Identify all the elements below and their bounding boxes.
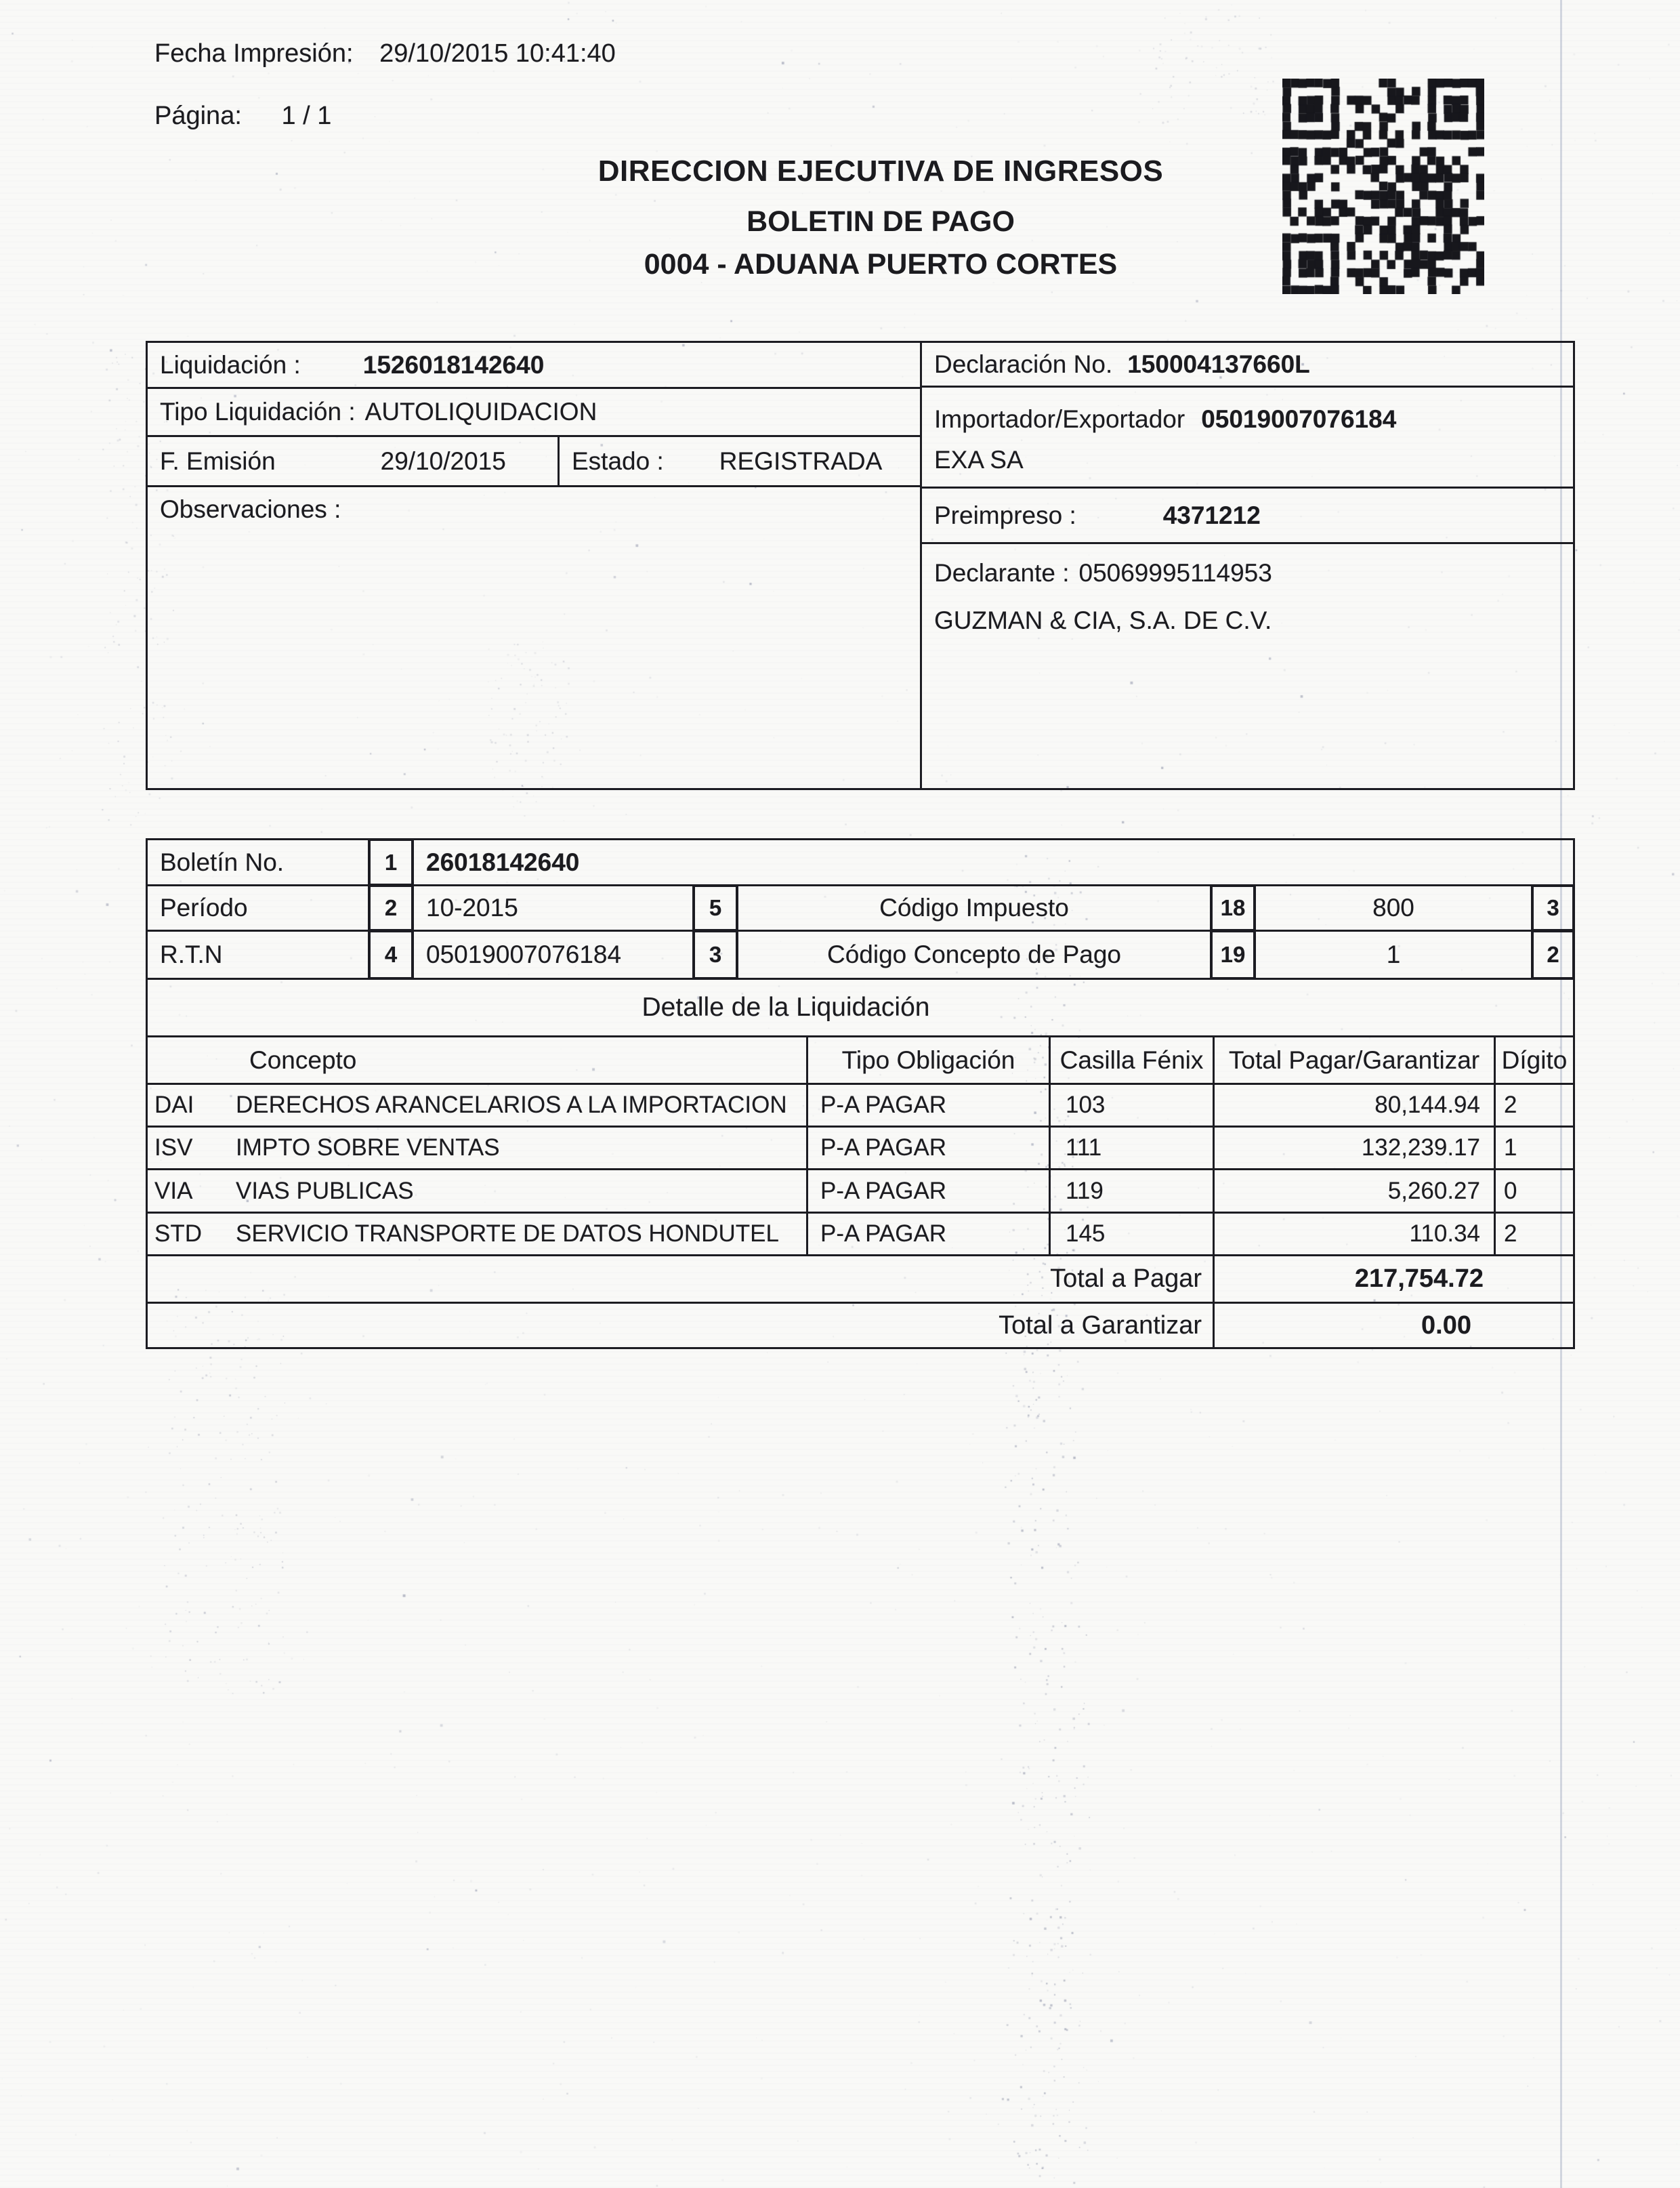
periodo-box2: 5 <box>692 884 738 932</box>
preimpreso-cell <box>920 487 1575 544</box>
estado-label: Estado : <box>572 447 664 475</box>
col-header-digito <box>1494 1035 1575 1085</box>
periodo-label: Período <box>160 894 248 922</box>
table-row-casilla <box>1049 1083 1215 1128</box>
concept-description: IMPTO SOBRE VENTAS <box>236 1134 500 1161</box>
casilla-value: 103 <box>1066 1092 1106 1118</box>
print-date-line <box>154 39 616 68</box>
observaciones-cell <box>146 485 922 790</box>
detalle-title: Detalle de la Liquidación <box>642 993 930 1022</box>
col-header-casilla-label: Casilla Fénix <box>1059 1046 1204 1074</box>
observaciones-label: Observaciones : <box>160 495 341 523</box>
codigo-concepto-value: 1 <box>1386 941 1401 968</box>
table-row-casilla <box>1049 1212 1215 1256</box>
total-pagar-value-cell <box>1213 1254 1575 1304</box>
table-row-casilla <box>1049 1126 1215 1170</box>
emision-cell <box>146 435 560 487</box>
table-row-concepto <box>146 1212 808 1256</box>
digit-value: 0 <box>1504 1177 1517 1204</box>
table-row-amount <box>1213 1126 1496 1170</box>
emision-label: F. Emisión <box>160 447 276 475</box>
concept-description: DERECHOS ARANCELARIOS A LA IMPORTACION <box>236 1092 787 1118</box>
periodo-value-cell <box>412 884 694 932</box>
print-date-label: Fecha Impresión: <box>154 39 354 68</box>
table-row-digit <box>1494 1126 1575 1170</box>
liquidacion-cell <box>146 341 922 389</box>
codigo-impuesto-digit-box: 3 <box>1531 884 1575 932</box>
table-row-concepto <box>146 1168 808 1214</box>
declarante-name: GUZMAN & CIA, S.A. DE C.V. <box>934 606 1272 634</box>
obligation-value: P-A PAGAR <box>820 1220 947 1247</box>
col-header-concepto <box>146 1035 808 1085</box>
rtn-box2: 3 <box>692 930 738 980</box>
declarante-label: Declarante : <box>934 559 1070 587</box>
table-row-amount <box>1213 1083 1496 1128</box>
table-row-concepto <box>146 1083 808 1128</box>
declaracion-value: 150004137660L <box>1127 350 1310 378</box>
table-row-obligation <box>806 1083 1051 1128</box>
amount-value: 110.34 <box>1409 1220 1480 1247</box>
boletin-label-cell <box>146 838 370 886</box>
page-number-value: 1 / 1 <box>281 102 332 130</box>
qr-code-icon <box>1282 79 1484 294</box>
amount-value: 80,144.94 <box>1374 1092 1480 1118</box>
total-garantizar-value: 0.00 <box>1421 1310 1471 1340</box>
concept-code: STD <box>154 1220 202 1247</box>
total-pagar-value: 217,754.72 <box>1354 1264 1484 1293</box>
codigo-impuesto-label-cell <box>736 884 1212 932</box>
total-garantizar-value-cell <box>1213 1302 1575 1349</box>
periodo-num-box: 2 <box>368 884 414 932</box>
rtn-label: R.T.N <box>160 941 223 968</box>
codigo-concepto-label-cell <box>736 930 1212 980</box>
total-pagar-label-cell <box>146 1254 1215 1304</box>
table-row-digit <box>1494 1083 1575 1128</box>
codigo-impuesto-value: 800 <box>1372 894 1414 922</box>
codigo-impuesto-value-cell <box>1254 884 1533 932</box>
total-pagar-label: Total a Pagar <box>1050 1264 1202 1293</box>
declaracion-cell <box>920 341 1575 388</box>
tipo-liquidacion-label: Tipo Liquidación : <box>160 398 356 426</box>
page-number-label: Página: <box>154 102 242 130</box>
detalle-title-cell <box>146 978 1575 1037</box>
importador-cell <box>920 386 1575 489</box>
digit-value: 1 <box>1504 1134 1517 1161</box>
concept-description: VIAS PUBLICAS <box>236 1177 414 1204</box>
total-garantizar-label-cell <box>146 1302 1215 1349</box>
col-header-digito-label: Dígito <box>1501 1046 1568 1074</box>
concept-code: VIA <box>154 1177 193 1204</box>
concept-description: SERVICIO TRANSPORTE DE DATOS HONDUTEL <box>236 1220 779 1247</box>
table-row-obligation <box>806 1168 1051 1214</box>
declaracion-label: Declaración No. <box>934 350 1113 378</box>
preimpreso-label: Preimpreso : <box>934 501 1076 529</box>
codigo-concepto-value-cell <box>1254 930 1533 980</box>
table-row-obligation <box>806 1126 1051 1170</box>
codigo-impuesto-num-box: 18 <box>1210 884 1256 932</box>
concept-code: DAI <box>154 1092 194 1118</box>
print-date-value: 29/10/2015 10:41:40 <box>379 39 616 68</box>
codigo-concepto-label: Código Concepto de Pago <box>826 941 1122 968</box>
table-row-digit <box>1494 1212 1575 1256</box>
col-header-casilla-fenix <box>1049 1035 1215 1085</box>
casilla-value: 111 <box>1066 1134 1102 1161</box>
digit-value: 2 <box>1504 1220 1517 1247</box>
table-row-obligation <box>806 1212 1051 1256</box>
customs-office: 0004 - ADUANA PUERTO CORTES <box>644 248 1118 281</box>
col-header-tipo-label: Tipo Obligación <box>841 1046 1015 1074</box>
obligation-value: P-A PAGAR <box>820 1092 947 1118</box>
periodo-label-cell <box>146 884 370 932</box>
casilla-value: 145 <box>1066 1220 1106 1247</box>
declarante-cell <box>920 542 1575 790</box>
amount-value: 132,239.17 <box>1361 1134 1480 1161</box>
rtn-label-cell <box>146 930 370 980</box>
tipo-liquidacion-value: AUTOLIQUIDACION <box>364 398 597 426</box>
obligation-value: P-A PAGAR <box>820 1134 947 1161</box>
boletin-value: 26018142640 <box>426 848 580 876</box>
doc-title: DIRECCION EJECUTIVA DE INGRESOS <box>597 154 1164 188</box>
estado-cell <box>558 435 922 487</box>
concept-code: ISV <box>154 1134 193 1161</box>
codigo-impuesto-label: Código Impuesto <box>879 894 1069 922</box>
total-garantizar-label: Total a Garantizar <box>999 1310 1202 1340</box>
page-number-line <box>154 102 331 131</box>
periodo-value: 10-2015 <box>426 894 518 922</box>
col-header-concepto-label: Concepto <box>249 1046 357 1074</box>
doc-subtitle: BOLETIN DE PAGO <box>747 205 1015 238</box>
tipo-liquidacion-cell <box>146 387 922 437</box>
digit-value: 2 <box>1504 1092 1517 1118</box>
col-header-tipo-obligacion <box>806 1035 1051 1085</box>
declarante-value: 05069995114953 <box>1078 559 1272 587</box>
codigo-concepto-num-box: 19 <box>1210 930 1256 980</box>
obligation-value: P-A PAGAR <box>820 1177 947 1204</box>
table-row-amount <box>1213 1212 1496 1256</box>
codigo-concepto-digit-box: 2 <box>1531 930 1575 980</box>
preimpreso-value: 4371212 <box>1162 501 1261 529</box>
boletin-value-cell <box>412 838 1575 886</box>
table-row-digit <box>1494 1168 1575 1214</box>
importador-value: 05019007076184 <box>1201 405 1397 433</box>
col-header-total <box>1213 1035 1496 1085</box>
rtn-value-cell <box>412 930 694 980</box>
boletin-label: Boletín No. <box>160 848 285 876</box>
importador-label: Importador/Exportador <box>934 405 1185 433</box>
casilla-value: 119 <box>1066 1177 1104 1204</box>
importador-name: EXA SA <box>934 446 1024 474</box>
table-row-casilla <box>1049 1168 1215 1214</box>
table-row-amount <box>1213 1168 1496 1214</box>
amount-value: 5,260.27 <box>1387 1177 1480 1204</box>
liquidacion-value: 1526018142640 <box>362 350 545 379</box>
rtn-num-box: 4 <box>368 930 414 980</box>
rtn-value: 05019007076184 <box>426 941 622 968</box>
emision-value: 29/10/2015 <box>380 447 506 475</box>
table-row-concepto <box>146 1126 808 1170</box>
col-header-total-label: Total Pagar/Garantizar <box>1228 1046 1480 1074</box>
estado-value: REGISTRADA <box>719 447 883 475</box>
liquidacion-label: Liquidación : <box>160 350 301 379</box>
boletin-num-box: 1 <box>368 838 414 886</box>
